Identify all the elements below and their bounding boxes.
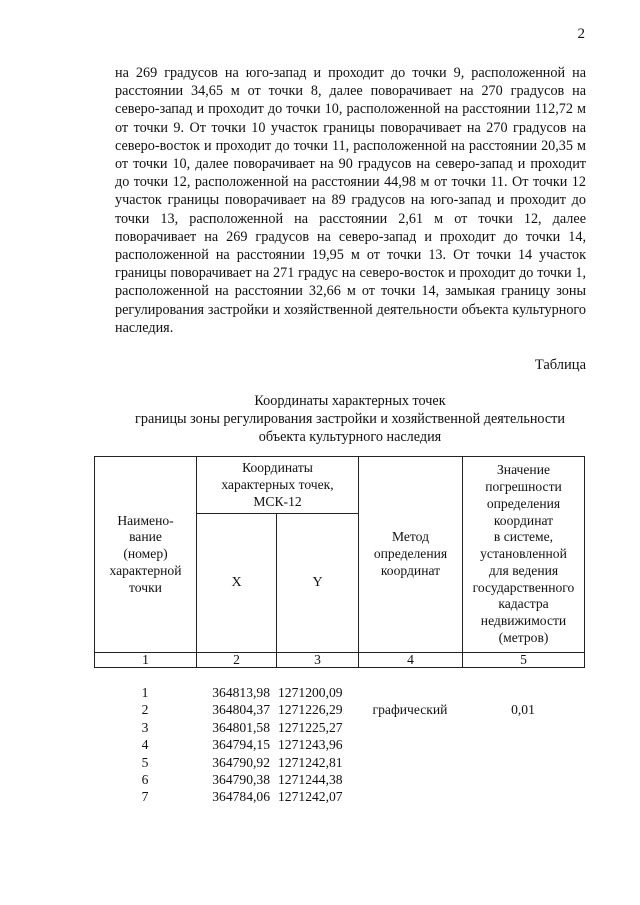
coordinate-x: 364790,38 xyxy=(212,772,270,788)
table-row xyxy=(94,754,584,771)
coordinate-y: 1271226,29 xyxy=(278,702,343,718)
coordinate-y: 1271243,96 xyxy=(278,737,343,753)
table-row xyxy=(94,736,584,753)
table-title-line-3: объекта культурного наследия xyxy=(258,429,442,445)
header-name: Наимено- вание (номер) характерной точки xyxy=(95,457,197,653)
table-title-line-1: Координаты характерных точек xyxy=(254,393,446,409)
coordinate-y: 1271242,81 xyxy=(278,754,343,770)
point-number: 3 xyxy=(141,719,149,735)
point-number: 1 xyxy=(141,685,149,700)
table-row xyxy=(94,684,584,701)
header-y: Y xyxy=(277,514,359,653)
coordinate-x: 364790,92 xyxy=(212,754,270,770)
table-label: Таблица xyxy=(534,357,586,373)
column-number: 4 xyxy=(359,653,463,668)
table-title xyxy=(95,392,605,446)
table-title-line-2: границы зоны регулирования застройки и хозяйственной деятельности xyxy=(135,411,565,427)
point-number: 5 xyxy=(141,754,149,770)
coordinate-x: 364813,98 xyxy=(212,685,270,700)
method-value: графический xyxy=(372,702,448,718)
point-number: 6 xyxy=(141,772,149,788)
accuracy-value: 0,01 xyxy=(511,702,535,718)
point-number: 4 xyxy=(141,737,149,753)
header-x: X xyxy=(197,514,277,653)
point-number: 2 xyxy=(141,702,149,718)
coordinates-table-header xyxy=(94,456,585,668)
header-coordinates: Координаты характерных точек, МСК-12 xyxy=(197,457,359,514)
coordinate-x: 364804,37 xyxy=(212,702,270,718)
column-number: 5 xyxy=(463,653,585,668)
table-row xyxy=(94,771,584,788)
point-number: 7 xyxy=(141,789,149,805)
coordinate-x: 364794,15 xyxy=(212,737,270,753)
header-method: Метод определения координат xyxy=(359,457,463,653)
coordinate-y: 1271225,27 xyxy=(278,719,343,735)
column-number: 1 xyxy=(95,653,197,668)
coordinate-x: 364784,06 xyxy=(212,789,270,805)
coordinate-x: 364801,58 xyxy=(212,719,270,735)
coordinate-y: 1271200,09 xyxy=(278,685,343,700)
table-row xyxy=(94,788,584,805)
coordinates-table-body xyxy=(94,684,584,806)
column-number: 2 xyxy=(197,653,277,668)
body-paragraph: на 269 градусов на юго-запад и проходит до точки 9, расположенной на расстоянии 34,65 м от точки 8, далее поворачивает на 270 градусов на северо-запад и проходит до точки 10, расположенной на расстоянии 112,72 м от точки 9. От точки 10 участок границы поворачивает на 270 градусов на северо-восток и проходит до точки 11, расположенной на расстоянии 20,35 м от точки 10, далее поворачивает на 90 градусов на северо-запад и проходит до точки 12, расположенной на расстоянии 44,98 м от точки 11. От точки 12 участок границы поворачивает на 89 градусов на юго-запад и проходит до точки 13, расположенной на расстоянии 2,61 м от точки 12, далее поворачивает на 269 градусов на северо-запад и проходит до точки 14, расположенной на расстоянии 19,95 м от точки 13. От точки 14 участок границы поворачивает на 271 градус на северо-восток и проходит до точки 1, расположенной на расстоянии 32,66 м от точки 14, замыкая границу зоны регулирования застройки и хозяйственной деятельности объекта культурного наследия. xyxy=(115,65,586,336)
header-accuracy: Значение погрешности определения координат в системе, установленной для ведения государственного кадастра недвижимости (метров) xyxy=(463,457,585,653)
coordinate-y: 1271242,07 xyxy=(278,789,343,805)
coordinate-y: 1271244,38 xyxy=(278,772,343,788)
column-number: 3 xyxy=(277,653,359,668)
page-number: 2 xyxy=(577,26,585,42)
